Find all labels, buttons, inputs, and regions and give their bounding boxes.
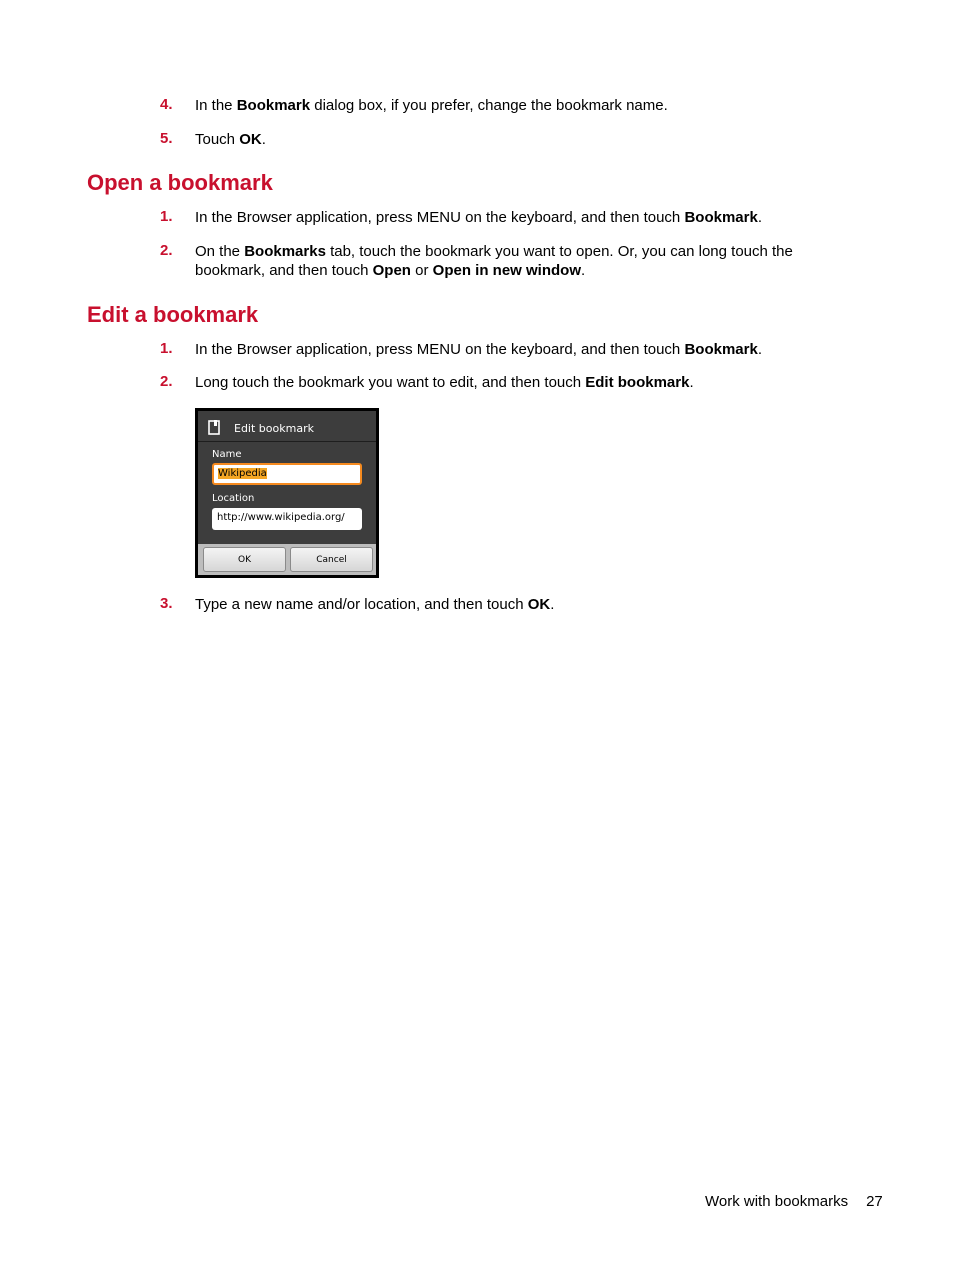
text-run: . <box>261 131 266 148</box>
step-text <box>195 130 855 149</box>
text-run: . <box>689 374 694 391</box>
step-text <box>195 208 855 227</box>
bold-term: OK <box>527 596 551 613</box>
text-run: Long touch the bookmark you want to edit, and then touch <box>195 374 586 391</box>
dialog-body <box>198 411 376 575</box>
footer-section: Work with bookmarks <box>705 1193 849 1210</box>
bold-term: Bookmark <box>684 341 758 358</box>
header-divider <box>198 441 376 442</box>
bold-term: OK <box>239 131 262 148</box>
text-run: In the <box>195 97 237 114</box>
section-heading-edit: Edit a bookmark <box>87 302 259 327</box>
text-run: tab, touch the bookmark you want to open. Or, you can long touch the bookmark, and then touch <box>195 243 793 279</box>
edit-bookmark-dialog-screenshot <box>195 408 379 578</box>
step-text <box>195 373 855 392</box>
step-number: 1. <box>160 340 173 357</box>
location-field[interactable] <box>212 508 362 530</box>
step-text <box>195 340 855 359</box>
step-text <box>195 595 855 614</box>
location-value: http://www.wikipedia.org/ <box>217 512 345 523</box>
text-run: In the Browser application, press MENU on the keyboard, and then touch <box>195 209 685 226</box>
bold-term: Bookmark <box>684 209 758 226</box>
bold-term: Open in new window <box>432 262 581 279</box>
bold-term: Bookmarks <box>244 243 326 260</box>
step-number: 2. <box>160 242 173 259</box>
cancel-button[interactable]: Cancel <box>290 547 373 572</box>
text-run: . <box>550 596 555 613</box>
text-run: On the <box>195 243 245 260</box>
step-number: 2. <box>160 373 173 390</box>
text-run: dialog box, if you prefer, change the bookmark name. <box>310 97 668 114</box>
name-label: Name <box>212 449 242 460</box>
location-label: Location <box>212 493 255 504</box>
bold-term: Bookmark <box>236 97 311 114</box>
ok-button[interactable]: OK <box>203 547 286 572</box>
step-number: 3. <box>160 595 173 612</box>
page-footer <box>705 1193 883 1210</box>
bold-term: Edit bookmark <box>585 374 690 391</box>
bold-term: Open <box>372 262 411 279</box>
step-number: 4. <box>160 96 173 113</box>
text-run: . <box>757 209 762 226</box>
step-text <box>195 242 855 280</box>
text-run: . <box>581 262 586 279</box>
text-run: In the Browser application, press MENU on the keyboard, and then touch <box>195 341 685 358</box>
section-heading-open: Open a bookmark <box>87 170 273 195</box>
bookmark-icon <box>208 420 220 435</box>
text-run: or <box>410 262 433 279</box>
text-run: . <box>757 341 762 358</box>
page-number: 27 <box>866 1193 883 1210</box>
dialog-title: Edit bookmark <box>234 422 314 435</box>
dialog-button-bar <box>198 544 376 575</box>
step-text <box>195 96 855 115</box>
text-run: Type a new name and/or location, and then touch <box>195 596 528 613</box>
text-run: Touch <box>195 131 240 148</box>
name-value: Wikipedia <box>218 468 267 479</box>
step-number: 1. <box>160 208 173 225</box>
name-field[interactable] <box>212 463 362 485</box>
step-number: 5. <box>160 130 173 147</box>
